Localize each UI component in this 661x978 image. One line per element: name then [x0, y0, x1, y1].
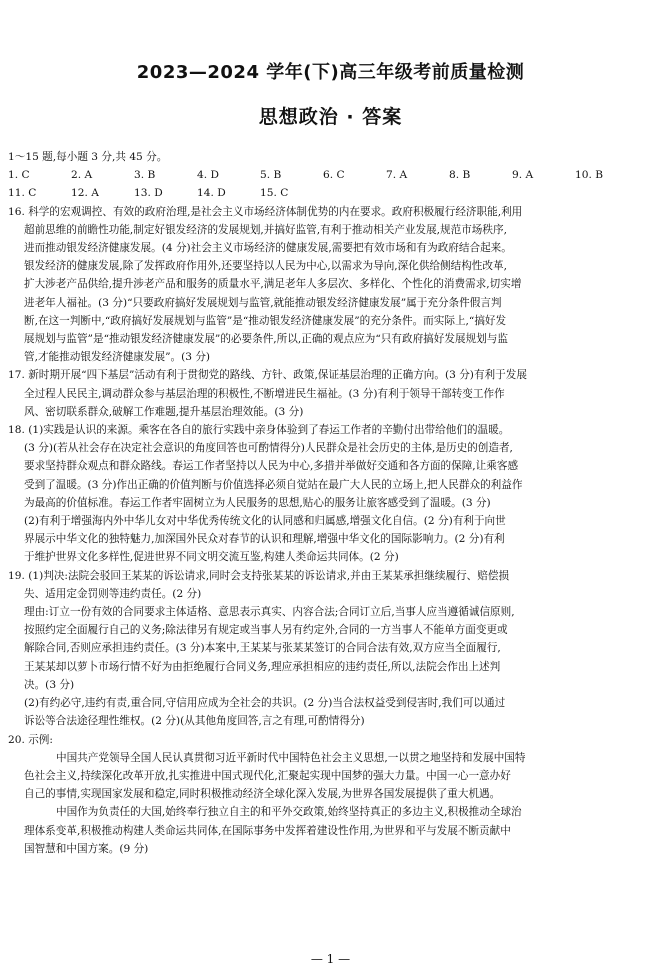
text-line: 诉讼等合法途径理性维权。(2 分)(从其他角度回答,言之有理,可酌情得分)	[24, 715, 365, 728]
text-line: 管,才能推动银发经济健康发展”。(3 分)	[24, 351, 211, 364]
text-line: 失、适用定金罚则等违约责任。(2 分)	[24, 587, 202, 600]
text-line: 王某某却以萝卜市场行情不好为由拒绝履行合同义务,理应承担相应的违约责任,所以,法院会作出上述判	[24, 660, 501, 673]
page-title: 2023—2024 学年(下)高三年级考前质量检测	[136, 62, 525, 83]
text-line: 扩大涉老产品供给,提升涉老产品和服务的质量水平,满足老年人多层次、多样化、个性化的消费需求,切实增	[24, 278, 522, 291]
question-17	[8, 366, 648, 421]
text-line: 17. 新时期开展“四下基层”活动有利于贯彻党的路线、方针、政策,保证基层治理的正确方向。(3 分)有利于发展	[8, 369, 527, 382]
mc-answer: 7. A	[386, 169, 408, 182]
mc-answer: 3. B	[134, 169, 156, 182]
text-line: 决。(3 分)	[24, 678, 75, 691]
text-line: 20. 示例:	[8, 733, 53, 746]
mc-answer: 9. A	[512, 169, 534, 182]
mc-answer: 12. A	[71, 187, 99, 200]
text-line: 于维护世界文化多样性,促进世界不同文明交流互鉴,构建人类命运共同体。(2 分)	[24, 551, 399, 564]
mc-answer: 2. A	[71, 169, 93, 182]
text-line: 16. 科学的宏观调控、有效的政府治理,是社会主义市场经济体制优势的内在要求。政府积极履行经济职能,利用	[8, 205, 523, 218]
mc-row-2	[8, 184, 648, 202]
text-line: 解除合同,否则应承担违约责任。(3 分)本案中,王某某与张某某签订的合同合法有效,双方应当全面履行,	[24, 642, 501, 655]
question-19	[8, 567, 648, 731]
text-line: 为最高的价值标准。春运工作者牢固树立为人民服务的思想,贴心的服务让旅客感受到了温暖。(3 分)	[24, 496, 491, 509]
mc-intro: 1～15 题,每小题 3 分,共 45 分。	[8, 151, 168, 163]
text-line: 自己的事情,实现国家发展和稳定,同时积极推动经济全球化深入发展,为世界各国发展提供了重大机遇。	[24, 788, 501, 801]
mc-answer: 14. D	[197, 187, 226, 200]
mc-answer: 5. B	[260, 169, 282, 182]
text-line: 中国共产党领导全国人民认真贯彻习近平新时代中国特色社会主义思想,一以贯之地坚持和发展中国特	[56, 751, 526, 764]
page-subtitle: 思想政治 · 答案	[258, 106, 403, 128]
text-line: 国智慧和中国方案。(9 分)	[24, 842, 149, 855]
text-line: 全过程人民民主,调动群众参与基层治理的积极性,不断增进民生福祉。(3 分)有利于领导干部转变工作作	[24, 387, 505, 400]
text-line: 理体系变革,积极推动构建人类命运共同体,在国际事务中发挥着建设性作用,为世界和平与发展不断贡献中	[24, 824, 511, 837]
mc-answer: 11. C	[8, 187, 37, 200]
mc-row-1	[8, 166, 648, 184]
text-line: 展规划与监管”是“推动银发经济健康发展”的必要条件,所以,正确的观点应为“只有政府搞好发展规划与监	[24, 333, 508, 346]
mc-answer: 10. B	[575, 169, 603, 182]
text-line: 中国作为负责任的大国,始终奉行独立自主的和平外交政策,始终坚持真正的多边主义,积极推动全球治	[56, 806, 522, 819]
mc-answer: 8. B	[449, 169, 471, 182]
text-line: 理由:订立一份有效的合同要求主体适格、意思表示真实、内容合法;合同订立后,当事人应当遵循诚信原则,	[24, 606, 515, 619]
text-line: 18. (1)实践是认识的来源。乘客在各自的旅行实践中亲身体验到了春运工作者的辛勤付出带给他们的温暖。	[8, 424, 510, 437]
answer-body	[8, 148, 648, 858]
text-line: 19. (1)判决:法院会驳回王某某的诉讼请求,同时会支持张某某的诉讼请求,并由王某某承担继续履行、赔偿损	[8, 569, 510, 582]
text-line: 进而推动银发经济健康发展。(4 分)社会主义市场经济的健康发展,需要把有效市场和有为政府结合起来。	[24, 242, 512, 255]
text-line: 要求坚持群众观点和群众路线。春运工作者坚持以人民为中心,多措并举做好交通和各方面的保障,让乘客感	[24, 460, 519, 473]
text-line: 进老年人福祉。(3 分)“只要政府搞好发展规划与监管,就能推动银发经济健康发展”属于充分条件假言判	[24, 296, 502, 309]
mc-answer: 1. C	[8, 169, 30, 182]
text-line: (2)有约必守,违约有责,重合同,守信用应成为全社会的共识。(2 分)当合法权益受到侵害时,我们可以通过	[24, 697, 506, 710]
mc-answer: 4. D	[197, 169, 219, 182]
text-line: 界展示中华文化的独特魅力,加深国外民众对春节的认识和理解,增强中华文化的国际影响力。(2 分)有利	[24, 533, 505, 546]
question-18	[8, 421, 648, 567]
mc-answer: 6. C	[323, 169, 345, 182]
text-line: 银发经济的健康发展,除了发挥政府作用外,还要坚持以人民为中心,以需求为导向,深化供给侧结构性改革,	[24, 260, 507, 273]
text-line: 超前思维的前瞻性功能,制定好银发经济的发展规划,并搞好监管,有利于推动相关产业发展,规范市场秩序,	[24, 223, 507, 236]
mc-answer: 13. D	[134, 187, 163, 200]
text-line: 按照约定全面履行自己的义务;除法律另有规定或当事人另有约定外,合同的一方当事人不能单方面变更或	[24, 624, 508, 637]
question-16	[8, 203, 648, 367]
text-line: 风、密切联系群众,破解工作难题,提升基层治理效能。(3 分)	[24, 405, 304, 418]
mc-answer: 15. C	[260, 187, 289, 200]
text-line: 色社会主义,持续深化改革开放,扎实推进中国式现代化,汇聚起实现中国梦的强大力量。中国一心一意办好	[24, 769, 511, 782]
text-line: (3 分)(若从社会存在决定社会意识的角度回答也可酌情得分)人民群众是社会历史的主体,是历史的创造者,	[24, 442, 513, 455]
text-line: 断,在这一判断中,“政府搞好发展规划与监管”是“推动银发经济健康发展”的充分条件。而实际上,“搞好发	[24, 314, 507, 327]
page-number: — 1 —	[310, 952, 351, 966]
text-line: 受到了温暖。(3 分)作出正确的价值判断与价值选择必须自觉站在最广大人民的立场上,把人民群众的利益作	[24, 478, 523, 491]
question-20	[8, 731, 648, 858]
text-line: (2)有利于增强海内外中华儿女对中华优秀传统文化的认同感和归属感,增强文化自信。(2 分)有利于向世	[24, 515, 506, 528]
